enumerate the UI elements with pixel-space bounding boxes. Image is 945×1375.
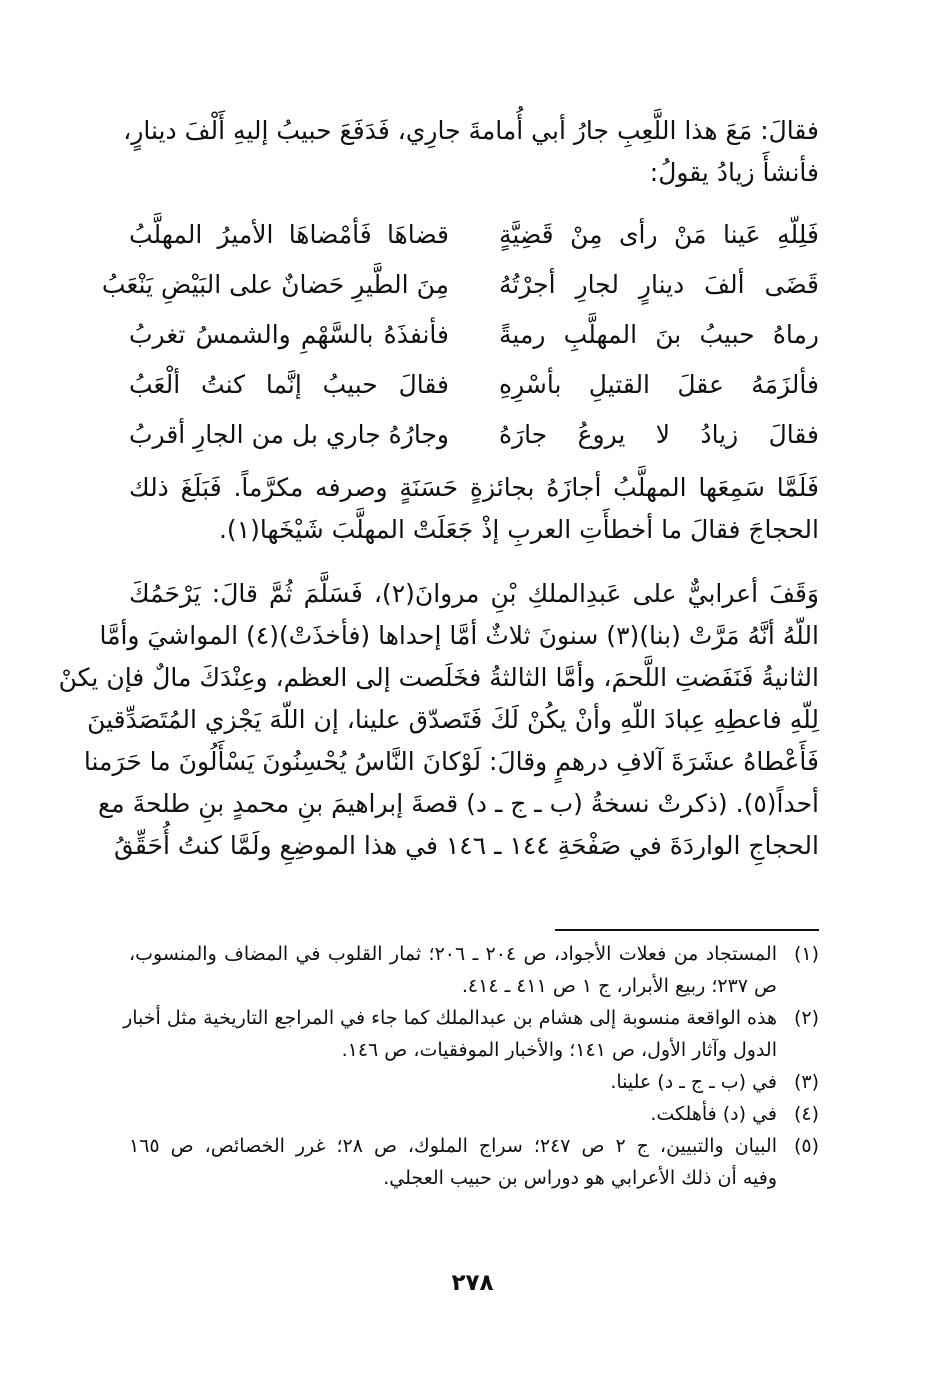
footnote-number: (٥) (793, 1135, 819, 1157)
paragraph-muhallab (129, 467, 819, 551)
footnote-line: في (د) فأهلكت. (650, 1103, 777, 1125)
footnote-line: هذه الواقعة منسوبة إلى هشام بن عبدالملك كما جاء في المراجع التاريخية مثل أخبار (123, 1007, 777, 1029)
footnote-3 (129, 1066, 819, 1098)
text-line: اللّهُ أنَّهُ مَرَّتْ (بنا)(٣) سنونَ ثلاثٌ أمَّا إحداها (فأخذَتْ)(٤) المواشيَ وأمَّا (99, 621, 819, 650)
text-line: فقالَ: مَعَ هذا اللَّعِبِ جارُ أبي أُمامةَ جارِي، فَدَفَعَ حبيبُ إليهِ أَلْفَ دينارٍ، (123, 116, 819, 145)
text-line: فأنشأَ زيادُ يقولُ: (649, 158, 819, 187)
footnote-line: البيان والتبيين، ج ٢ ص ٢٤٧؛ سراج الملوك، ص ٢٨؛ غرر الخصائص، ص ١٦٥ (129, 1135, 777, 1157)
footnotes (123, 938, 819, 1194)
poem-first-hemistich: فَلِلّهِ عَينا مَنْ رأى مِنْ قَضِيَّةٍ (499, 220, 819, 249)
poem-verse (129, 410, 819, 460)
paragraph-intro (123, 110, 819, 194)
text-line: وَقَفَ أعرابيٌّ على عَبدِالملكِ بْنِ مروانَ(٢)، فَسَلَّمَ ثُمَّ قالَ: يَرْحَمُكَ (129, 579, 819, 608)
poem-verse (129, 360, 819, 410)
poem-first-hemistich: قَضَى ألفَ دينارٍ لجارِ أجرْتُهُ (499, 270, 819, 299)
footnote-5 (129, 1130, 819, 1194)
footnote-number: (٤) (793, 1103, 819, 1125)
poem-second-hemistich: فقالَ حبيبُ إنَّما كنتُ ألْعَبُ (129, 370, 449, 399)
text-line: أحداً(٥). (ذكرتْ نسخةُ (ب ـ ج ـ د) قصةَ إبراهيمَ بنِ محمدٍ بنِ طلحةَ مع (97, 789, 819, 818)
footnote-number: (١) (793, 943, 819, 965)
footnote-line: وفيه أن ذلك الأعرابي هو دوراس بن حبيب العجلي. (383, 1167, 777, 1189)
poem-first-hemistich: فألزَمَهُ عقلَ القتيلِ بأسْرِهِ (499, 370, 819, 399)
poem-verse (129, 210, 819, 260)
text-line: فَلَمَّا سَمِعَها المهلَّبُ أجازَهُ بجائزةٍ حَسَنَةٍ وصرفه مكرَّماً. فَبَلَغَ ذلك (129, 473, 819, 502)
footnote-line: المستجاد من فعلات الأجواد، ص ٢٠٤ ـ ٢٠٦؛ ثمار القلوب في المضاف والمنسوب، (129, 943, 777, 965)
footnote-2 (123, 1002, 819, 1066)
text-line: الحجاجِ الواردَةَ في صَفْحَةِ ١٤٤ ـ ١٤٦ في هذا الموضِعِ ولَمَّا كنتُ أُحَقِّقُ (114, 831, 819, 860)
text-line: لِلّهِ فاعطِهِ عِبادَ اللّهِ وأنْ يكُنْ لَكَ فَتَصدّق علينا، إن اللّهَ يَجْزي المُتَصَدِّقينَ (87, 705, 819, 734)
footnote-line: الدول وآثار الأول، ص ١٤١؛ والأخبار الموفقيات، ص ١٤٦. (341, 1039, 777, 1061)
poem-first-hemistich: رماهُ حبيبُ بنَ المهلَّبِ رميةً (499, 320, 819, 349)
poem-second-hemistich: فأنفذَهُ بالسَّهْمِ والشمسُ تغربُ (129, 320, 449, 349)
footnote-4 (129, 1098, 819, 1130)
poem-second-hemistich: قضاهَا فَأمْضاهَا الأميرُ المهلَّبُ (129, 220, 449, 249)
page-number: ٢٧٨ (451, 1270, 494, 1296)
footnote-number: (٢) (793, 1007, 819, 1029)
text-line: الحجاجَ فقالَ ما أخطأَتِ العربِ إذْ جَعَلَتْ المهلَّبَ شَيْخَها(١). (218, 515, 819, 544)
poem-second-hemistich: وجارُهُ جاري بل من الجارِ أقربُ (129, 420, 449, 449)
poem (101, 210, 819, 460)
footnote-number: (٣) (793, 1071, 819, 1093)
footnote-line: ص ٢٣٧؛ ربيع الأبرار، ج ١ ص ٤١١ ـ ٤١٤. (461, 975, 777, 997)
footnote-1 (129, 938, 819, 1002)
poem-first-hemistich: فقالَ زيادُ لا يروعُ جارَهُ (499, 420, 819, 449)
footnote-separator (555, 929, 819, 931)
text-line: فَأَعْطاهُ عشَرَةَ آلافِ درهمٍ وقالَ: لَوْكانَ النَّاسُ يُحْسِنُونَ يَسْأَلُونَ ما حَرَمنا (83, 747, 819, 776)
footnote-line: في (ب ـ ج ـ د) علينا. (610, 1071, 777, 1093)
text-line: الثانيةُ فَنَفَضتِ اللَّحمَ، وأمَّا الثالثةُ فخَلَصت إلى العظم، وعِنْدَكَ مالٌ فإن يكنْ (58, 663, 819, 692)
poem-verse (129, 310, 819, 360)
poem-verse (101, 260, 819, 310)
poem-second-hemistich: مِنَ الطَّيرِ حَضانٌ على البَيْضِ يَنْعَبُ (101, 270, 449, 299)
paragraph-bedouin (58, 573, 819, 867)
